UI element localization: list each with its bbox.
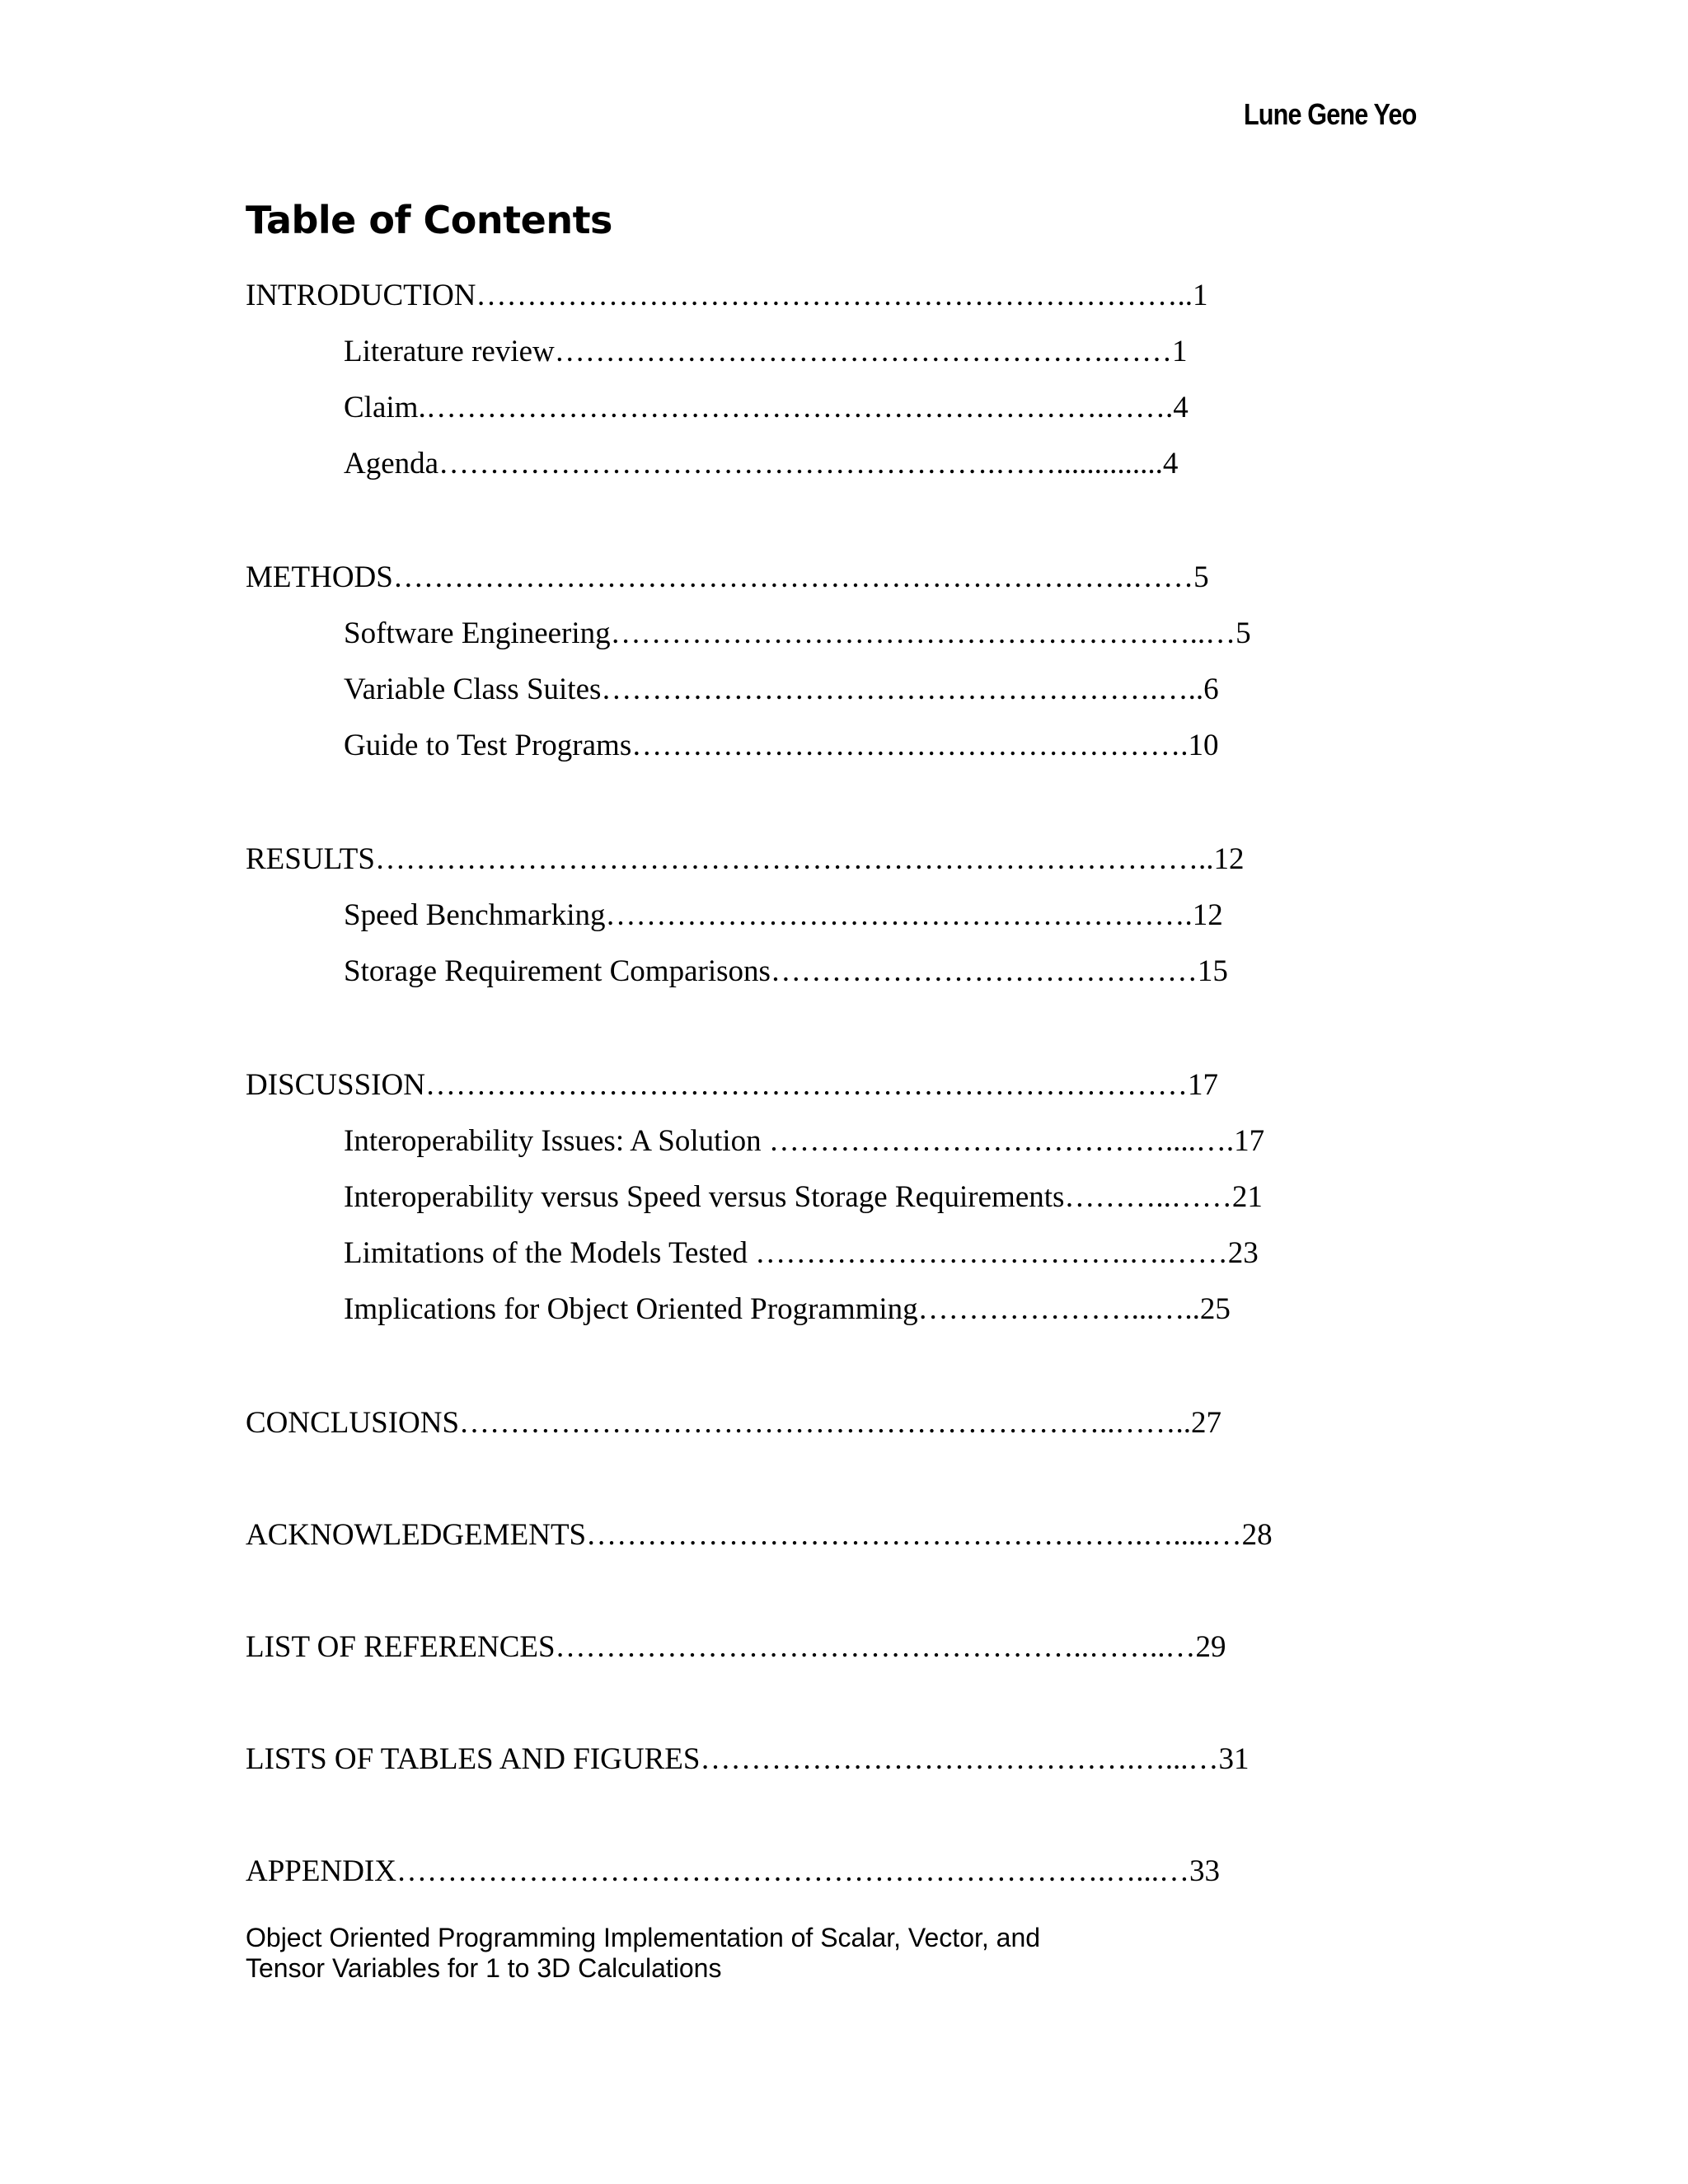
toc-entry-label: Guide to Test Programs [344,729,632,762]
document-footer [246,1923,1040,1984]
toc-page-number: 21 [1231,1180,1263,1214]
toc-entry-appendix[interactable] [246,1851,1220,1892]
toc-entry-interoperability-versus-speed[interactable] [344,1177,1263,1218]
toc-page-number: 5 [1236,616,1251,650]
toc-page-number: 17 [1187,1068,1218,1102]
toc-entry-introduction[interactable] [246,275,1208,316]
toc-entry-label: Storage Requirement Comparisons [344,954,771,988]
toc-page-number: 23 [1227,1236,1259,1270]
toc-entry-guide-to-test-programs[interactable] [344,725,1218,766]
toc-page-number: 27 [1191,1406,1222,1440]
toc-leader: ………………………………………………………….……. [425,391,1174,424]
toc-entry-list-of-references[interactable] [246,1627,1226,1668]
toc-entry-label: ACKNOWLEDGEMENTS [246,1518,587,1552]
toc-entry-label: LISTS OF TABLES AND FIGURES [246,1742,701,1776]
toc-leader: …………………………………………………………….. [476,279,1193,312]
toc-entry-software-engineering[interactable] [344,613,1251,654]
toc-page-number: 31 [1218,1742,1250,1776]
toc-leader: ………………………………………………………..…….. [459,1406,1192,1440]
toc-page-number: 12 [1192,898,1223,932]
toc-page-number: 1 [1193,279,1208,312]
toc-entry-discussion[interactable] [246,1065,1218,1106]
toc-leader: ……………………………………………..……..… [555,1630,1196,1664]
footer-line-2: Tensor Variables for 1 to 3D Calculations [246,1953,722,1983]
toc-leader: ……………………………………………………………….…… [392,560,1194,594]
toc-leader: ……………………………………………………………………….. [374,842,1214,876]
toc-leader: ………………………………………………. [631,729,1189,762]
toc-page-number: 4 [1162,447,1179,480]
toc-leader: ………………………………………………………………… [424,1068,1188,1102]
toc-entry-variable-class-suites[interactable] [344,669,1219,710]
toc-title: Table of Contents [246,198,612,242]
toc-entry-label: Variable Class Suites [344,673,602,706]
toc-leader: …………………...….. [917,1292,1200,1326]
toc-entry-label: Interoperability versus Speed versus Storage Requirements [344,1180,1065,1214]
toc-entry-interoperability-issues[interactable] [344,1121,1264,1162]
toc-page-number: 4 [1173,391,1189,424]
toc-leader: …………………………………………………………….…...… [396,1854,1189,1888]
toc-page-number: 12 [1213,842,1245,876]
toc-leader: ……………………………….….…… [755,1236,1228,1270]
toc-leader: …………………………………………………..… [610,616,1236,650]
toc-entry-label: APPENDIX [246,1854,396,1888]
toc-entry-storage-requirement-comparisons[interactable] [344,951,1228,992]
toc-entry-label: CONCLUSIONS [246,1406,460,1440]
toc-page-number: 28 [1241,1518,1273,1552]
toc-entry-label: RESULTS [246,842,375,876]
toc-entry-label: Agenda [344,447,439,480]
toc-leader: ……………………………………………….…….............. [438,447,1163,480]
toc-page-number: 6 [1203,673,1219,706]
toc-leader: ……………………………………………….….....… [586,1518,1242,1552]
toc-entry-label: METHODS [246,560,393,594]
footer-line-1: Object Oriented Programming Implementation of Scalar, Vector, and [246,1923,1041,1952]
toc-entry-label: INTRODUCTION [246,279,476,312]
toc-entry-implications-oop[interactable] [344,1289,1231,1330]
toc-entry-label: Speed Benchmarking [344,898,606,932]
toc-entry-agenda[interactable] [344,443,1178,485]
toc-page-number: 33 [1189,1854,1220,1888]
toc-entry-literature-review[interactable] [344,331,1188,373]
toc-entry-claim[interactable] [344,387,1189,429]
toc-page-number: 15 [1197,954,1228,988]
toc-entry-label: Literature review [344,335,555,368]
toc-leader: …………………………………… [770,954,1198,988]
toc-entry-label: Limitations of the Models Tested [344,1236,756,1270]
toc-entry-speed-benchmarking[interactable] [344,895,1223,936]
toc-entry-acknowledgements[interactable] [246,1515,1273,1556]
toc-entry-lists-of-tables-and-figures[interactable] [246,1739,1249,1780]
toc-page-number: 10 [1188,729,1219,762]
toc-entry-limitations-of-models[interactable] [344,1233,1259,1274]
toc-leader: …………………………………....…. [768,1124,1235,1158]
toc-entry-label: Implications for Object Oriented Programming [344,1292,918,1326]
toc-entry-label: DISCUSSION [246,1068,425,1102]
toc-entry-results[interactable] [246,839,1244,880]
author-name: Lune Gene Yeo [1243,97,1416,131]
toc-leader: …………………………………………………. [605,898,1193,932]
toc-page-number: 5 [1193,560,1209,594]
toc-leader: ……………………………………………….…… [554,335,1173,368]
toc-page-number: 17 [1234,1124,1265,1158]
toc-page-number: 25 [1199,1292,1231,1326]
toc-entry-label: LIST OF REFERENCES [246,1630,556,1664]
toc-entry-label: Claim. [344,391,426,424]
toc-page-number: 29 [1195,1630,1226,1664]
toc-leader: …………………………………….…...… [700,1742,1219,1776]
toc-entry-conclusions[interactable] [246,1403,1221,1444]
toc-leader: ………..…… [1064,1180,1232,1214]
toc-entry-label: Interoperability Issues: A Solution [344,1124,769,1158]
toc-entry-label: Software Engineering [344,616,611,650]
toc-page-number: 1 [1172,335,1188,368]
toc-entry-methods[interactable] [246,557,1209,598]
toc-leader: ……………………………………………….….. [601,673,1204,706]
